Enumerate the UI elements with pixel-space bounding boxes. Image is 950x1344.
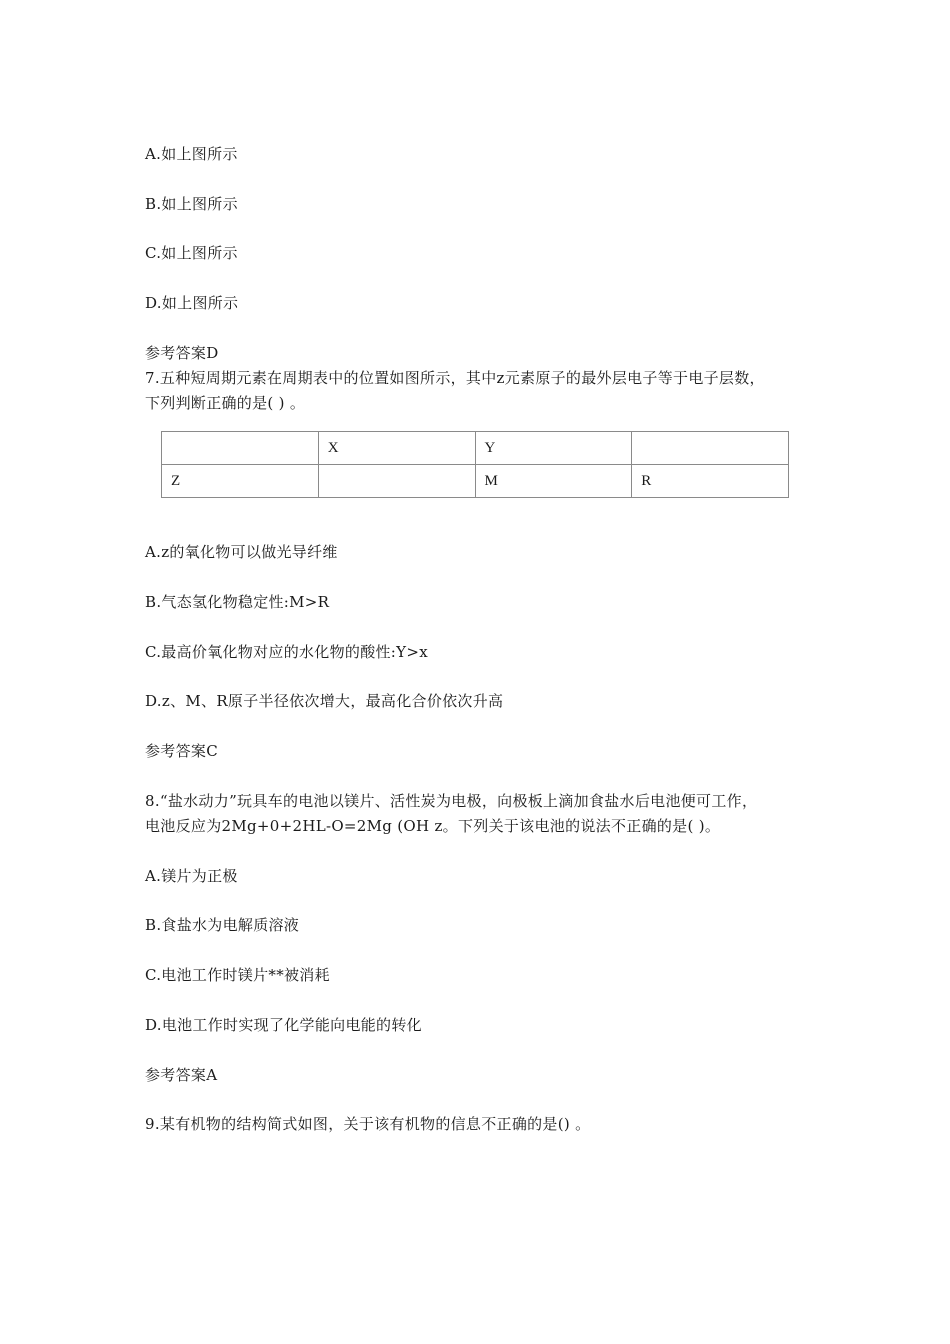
option-c: C.最高价氧化物对应的水化物的酸性:Y>x [145,643,428,661]
question-stem: 9.某有机物的结构简式如图，关于该有机物的信息不正确的是() 。 [145,1115,591,1133]
periodic-table-fragment [161,431,789,498]
question-stem-continued: 电池反应为2Mg+0+2HL-O=2Mg (OH z。下列关于该电池的说法不正确的是( )。 [145,817,721,835]
reference-answer: 参考答案A [145,1066,218,1084]
question-stem: 8.“盐水动力”玩具车的电池以镁片、活性炭为电极，向极板上滴加食盐水后电池便可工作， [145,792,758,810]
option-c: C.如上图所示 [145,244,238,262]
table-cell: R [632,465,789,498]
reference-answer: 参考答案D [145,344,219,362]
option-b: B.如上图所示 [145,195,238,213]
table-cell [162,432,319,465]
option-d: D.如上图所示 [145,294,239,312]
question-stem: 7.五种短周期元素在周期表中的位置如图所示，其中z元素原子的最外层电子等于电子层数， [145,369,765,387]
option-b: B.食盐水为电解质溶液 [145,916,300,934]
option-a: A.z的氧化物可以做光导纤维 [145,543,338,561]
option-a: A.镁片为正极 [145,867,238,885]
table-cell: Y [475,432,632,465]
table-row [162,465,789,498]
option-d: D.电池工作时实现了化学能向电能的转化 [145,1016,422,1034]
reference-answer: 参考答案C [145,742,218,760]
option-a: A.如上图所示 [145,145,238,163]
table-cell: Z [162,465,319,498]
table-row [162,432,789,465]
table-cell [632,432,789,465]
option-c: C.电池工作时镁片**被消耗 [145,966,330,984]
question-stem-continued: 下列判断正确的是( ) 。 [145,394,306,412]
option-b: B.气态氢化物稳定性:M>R [145,593,330,611]
option-d: D.z、M、R原子半径依次增大，最高化合价依次升高 [145,692,504,710]
table-cell: M [475,465,632,498]
table-cell [318,465,475,498]
table-cell: X [318,432,475,465]
